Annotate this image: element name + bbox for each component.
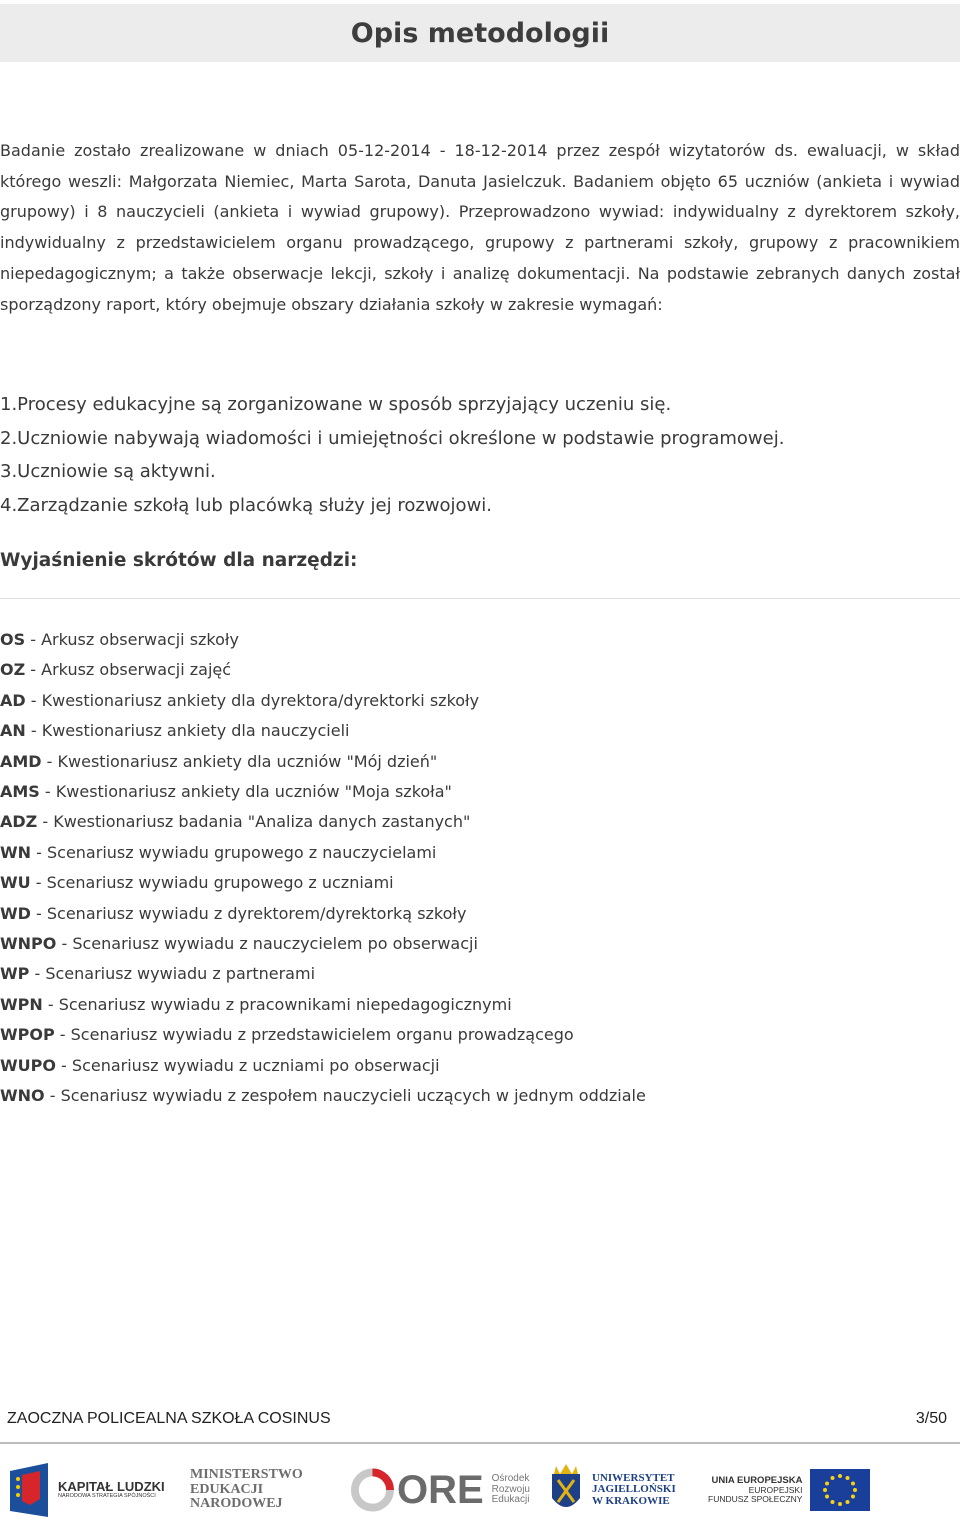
abbreviation-code: WUPO: [0, 1055, 56, 1075]
abbreviation-desc: - Arkusz obserwacji szkoły: [25, 630, 239, 649]
title-bar: [0, 4, 960, 62]
kapital-ludzki-icon: [8, 1461, 52, 1519]
men-line1: MINISTERSTWO: [190, 1466, 303, 1482]
requirement-item: 3.Uczniowie są aktywni.: [0, 461, 216, 482]
requirement-item: 2.Uczniowie nabywają wiadomości i umiejętności określone w podstawie programowej.: [0, 427, 785, 449]
abbreviation-desc: - Scenariusz wywiadu z partnerami: [29, 964, 316, 984]
abbreviation-code: WPOP: [0, 1025, 55, 1045]
abbreviation-desc: - Arkusz obserwacji zajęć: [25, 660, 232, 680]
requirements-list: [0, 388, 960, 522]
abbreviation-item: [0, 625, 960, 655]
abbreviation-code: WN: [0, 842, 32, 862]
logo-strip: [0, 1452, 960, 1528]
abbreviation-item: [0, 868, 960, 898]
section-divider: [0, 598, 960, 599]
footer-page-number: 3/50: [915, 1410, 947, 1427]
abbreviation-code: WNPO: [0, 934, 57, 954]
abbreviation-item: [0, 655, 960, 685]
ore-line2: Rozwoju: [491, 1483, 530, 1495]
abbreviation-code: WD: [0, 903, 31, 923]
uj-crest-icon: [548, 1462, 584, 1518]
ore-ring-icon: [350, 1467, 395, 1513]
uj-line3: W KRAKOWIE: [592, 1494, 670, 1507]
abbreviation-code: WP: [0, 964, 30, 984]
abbreviation-item: [0, 990, 960, 1020]
ue-line2: EUROPEJSKI: [748, 1485, 803, 1496]
abbreviation-desc: - Kwestionariusz ankiety dla uczniów "Mój dzień": [41, 751, 438, 771]
abbreviation-desc: - Scenariusz wywiadu grupowego z nauczycielami: [31, 842, 437, 862]
ore-line3: Edukacji: [491, 1494, 530, 1506]
abbreviation-desc: - Scenariusz wywiadu grupowego z uczniami: [30, 873, 394, 893]
uj-line2: JAGIELLOŃSKI: [592, 1483, 676, 1496]
ore-line1: Ośrodek: [491, 1473, 530, 1485]
ore-logo: [350, 1452, 530, 1528]
abbreviation-item: [0, 686, 960, 716]
kl-name: KAPITAŁ LUDZKI: [58, 1479, 165, 1495]
abbreviation-desc: - Scenariusz wywiadu z dyrektorem/dyrektorką szkoły: [30, 903, 467, 923]
abbreviation-code: WPN: [0, 994, 43, 1014]
abbreviation-item: [0, 1051, 960, 1081]
abbreviations-heading: Wyjaśnienie skrótów dla narzędzi:: [0, 550, 358, 571]
abbreviation-item: [0, 1020, 960, 1050]
eu-flag-icon: [810, 1469, 870, 1511]
men-logo: [190, 1452, 320, 1528]
abbreviation-code: AMD: [0, 751, 42, 771]
abbreviation-code: WNO: [0, 1086, 45, 1106]
ore-mark: ORE: [396, 1468, 484, 1512]
ue-line3: FUNDUSZ SPOŁECZNY: [708, 1493, 803, 1504]
page-footer: [7, 1410, 947, 1428]
abbreviation-item: [0, 929, 960, 959]
page-title: Opis metodologii: [350, 17, 610, 49]
requirement-item: 1.Procesy edukacyjne są zorganizowane w sposób sprzyjający uczeniu się.: [0, 394, 672, 415]
men-line2: EDUKACJI: [190, 1481, 264, 1497]
footer-school-name: ZAOCZNA POLICEALNA SZKOŁA COSINUS: [7, 1410, 331, 1427]
abbreviation-item: [0, 1081, 960, 1111]
uj-line1: UNIWERSYTET: [592, 1471, 675, 1484]
requirement-item: 4.Zarządzanie szkołą lub placówką służy jej rozwojowi.: [0, 494, 493, 516]
abbreviation-desc: - Kwestionariusz ankiety dla dyrektora/dyrektorki szkoły: [25, 690, 480, 710]
abbreviation-code: WU: [0, 873, 31, 893]
kapital-ludzki-logo: [8, 1452, 178, 1528]
abbreviation-desc: - Kwestionariusz ankiety dla uczniów "Moja szkoła": [39, 782, 452, 802]
abbreviation-item: [0, 716, 960, 746]
abbreviation-desc: - Scenariusz wywiadu z pracownikami niepedagogicznymi: [42, 994, 512, 1014]
abbreviation-item: [0, 838, 960, 868]
kl-tagline: NARODOWA STRATEGIA SPÓJNOŚCI: [58, 1492, 156, 1499]
abbreviation-desc: - Kwestionariusz badania "Analiza danych zastanych": [37, 812, 471, 832]
abbreviation-item: [0, 747, 960, 777]
abbreviation-item: [0, 807, 960, 837]
abbreviation-item: [0, 959, 960, 989]
abbreviation-code: AD: [0, 690, 26, 710]
footer-divider: [0, 1442, 960, 1444]
abbreviation-code: AN: [0, 721, 26, 741]
abbreviation-desc: - Scenariusz wywiadu z nauczycielem po obserwacji: [56, 934, 478, 954]
abbreviation-item: [0, 777, 960, 807]
intro-section: [0, 136, 960, 320]
ue-logo: [708, 1452, 948, 1528]
abbreviation-desc: - Scenariusz wywiadu z uczniami po obserwacji: [55, 1055, 440, 1075]
abbreviation-item: [0, 899, 960, 929]
intro-paragraph: Badanie zostało zrealizowane w dniach 05-12-2014 - 18-12-2014 przez zespół wizytatorów ds. ewaluacji, w skład którego weszli: Małgorzata Niemiec, Marta Sarota, Danuta Jasielczuk. Badaniem objęto 65 uczniów (ankieta i wywiad grupowy) i 8 nauczycieli (ankieta i wywiad grupowy). Przeprowadzono wywiad: indywidualny z dyrektorem szkoły, indywidualny z przedstawicielem organu prowadzącego, grupowy z partnerami szkoły, grupowy z pracownikiem niepedagogicznym; a także obserwacje lekcji, szkoły i analizę dokumentacji. Na podstawie zebranych danych został sporządzony raport, który obejmuje obszary działania szkoły w zakresie wymagań:: [0, 141, 960, 314]
abbreviation-code: OZ: [0, 660, 26, 680]
abbreviation-desc: - Scenariusz wywiadu z przedstawicielem organu prowadzącego: [54, 1025, 574, 1045]
abbreviations-list: [0, 625, 960, 1112]
ue-line1: UNIA EUROPEJSKA: [711, 1475, 803, 1487]
abbreviation-desc: - Scenariusz wywiadu z zespołem nauczycieli uczących w jednym oddziale: [44, 1086, 646, 1106]
abbreviation-desc: - Kwestionariusz ankiety dla nauczycieli: [25, 721, 350, 741]
abbreviation-code: OS: [0, 630, 26, 649]
men-line3: NARODOWEJ: [190, 1496, 283, 1512]
uj-logo: [548, 1452, 688, 1528]
abbreviation-code: ADZ: [0, 812, 38, 832]
abbreviation-code: AMS: [0, 782, 40, 802]
